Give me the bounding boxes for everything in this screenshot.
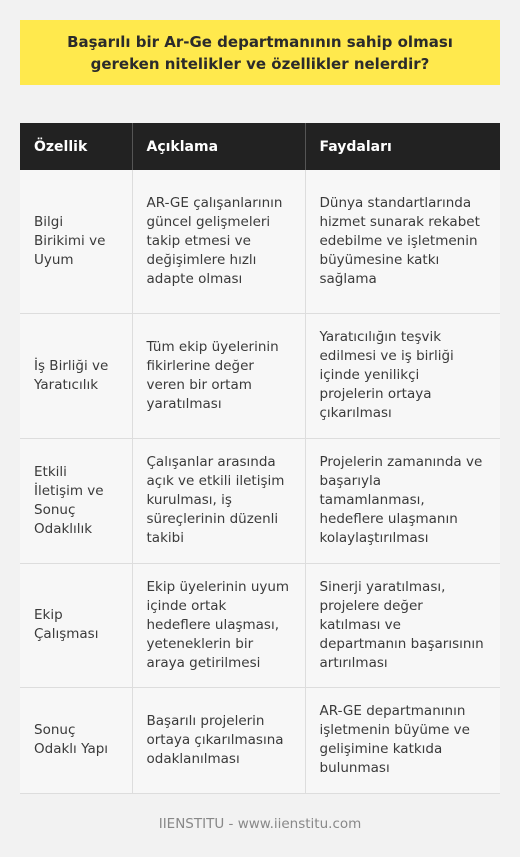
benefits-cell: Dünya standartlarında hizmet sunarak rekabet edebilme ve işletmenin büyümesine katkı sağlama [305, 170, 500, 313]
feature-cell: Bilgi Birikimi ve Uyum [20, 170, 132, 313]
feature-cell: Ekip Çalışması [20, 563, 132, 687]
benefits-cell: Projelerin zamanında ve başarıyla tamamlanması, hedeflere ulaşmanın kolaylaştırılması [305, 438, 500, 563]
table-header-row [20, 123, 500, 170]
features-table [20, 123, 500, 794]
feature-cell: Sonuç Odaklı Yapı [20, 687, 132, 793]
description-cell: Başarılı projelerin ortaya çıkarılmasına odaklanılması [132, 687, 305, 793]
table-row [20, 563, 500, 687]
benefits-cell: AR-GE departmanının işletmenin büyüme ve gelişimine katkıda bulunması [305, 687, 500, 793]
description-cell: Ekip üyelerinin uyum içinde ortak hedeflere ulaşması, yeteneklerin bir araya getirilmesi [132, 563, 305, 687]
description-cell: Çalışanlar arasında açık ve etkili iletişim kurulması, iş süreçlerinin düzenli takibi [132, 438, 305, 563]
description-cell: AR-GE çalışanlarının güncel gelişmeleri takip etmesi ve değişimlere hızlı adapte olması [132, 170, 305, 313]
title-banner [20, 20, 500, 85]
column-header-description: Açıklama [132, 123, 305, 170]
page-title: Başarılı bir Ar-Ge departmanının sahip olması gereken nitelikler ve özellikler nelerdir? [67, 32, 453, 73]
table-row [20, 687, 500, 793]
footer-credit: IIENSTITU - www.iienstitu.com [158, 816, 362, 832]
table-row [20, 313, 500, 438]
benefits-cell: Sinerji yaratılması, projelere değer katılması ve departmanın başarısının artırılması [305, 563, 500, 687]
table-row [20, 170, 500, 313]
feature-cell: Etkili İletişim ve Sonuç Odaklılık [20, 438, 132, 563]
description-cell: Tüm ekip üyelerinin fikirlerine değer veren bir ortam yaratılması [132, 313, 305, 438]
column-header-benefits: Faydaları [305, 123, 500, 170]
feature-cell: İş Birliği ve Yaratıcılık [20, 313, 132, 438]
table-row [20, 438, 500, 563]
column-header-feature: Özellik [20, 123, 132, 170]
benefits-cell: Yaratıcılığın teşvik edilmesi ve iş birliği içinde yenilikçi projelerin ortaya çıkarılması [305, 313, 500, 438]
